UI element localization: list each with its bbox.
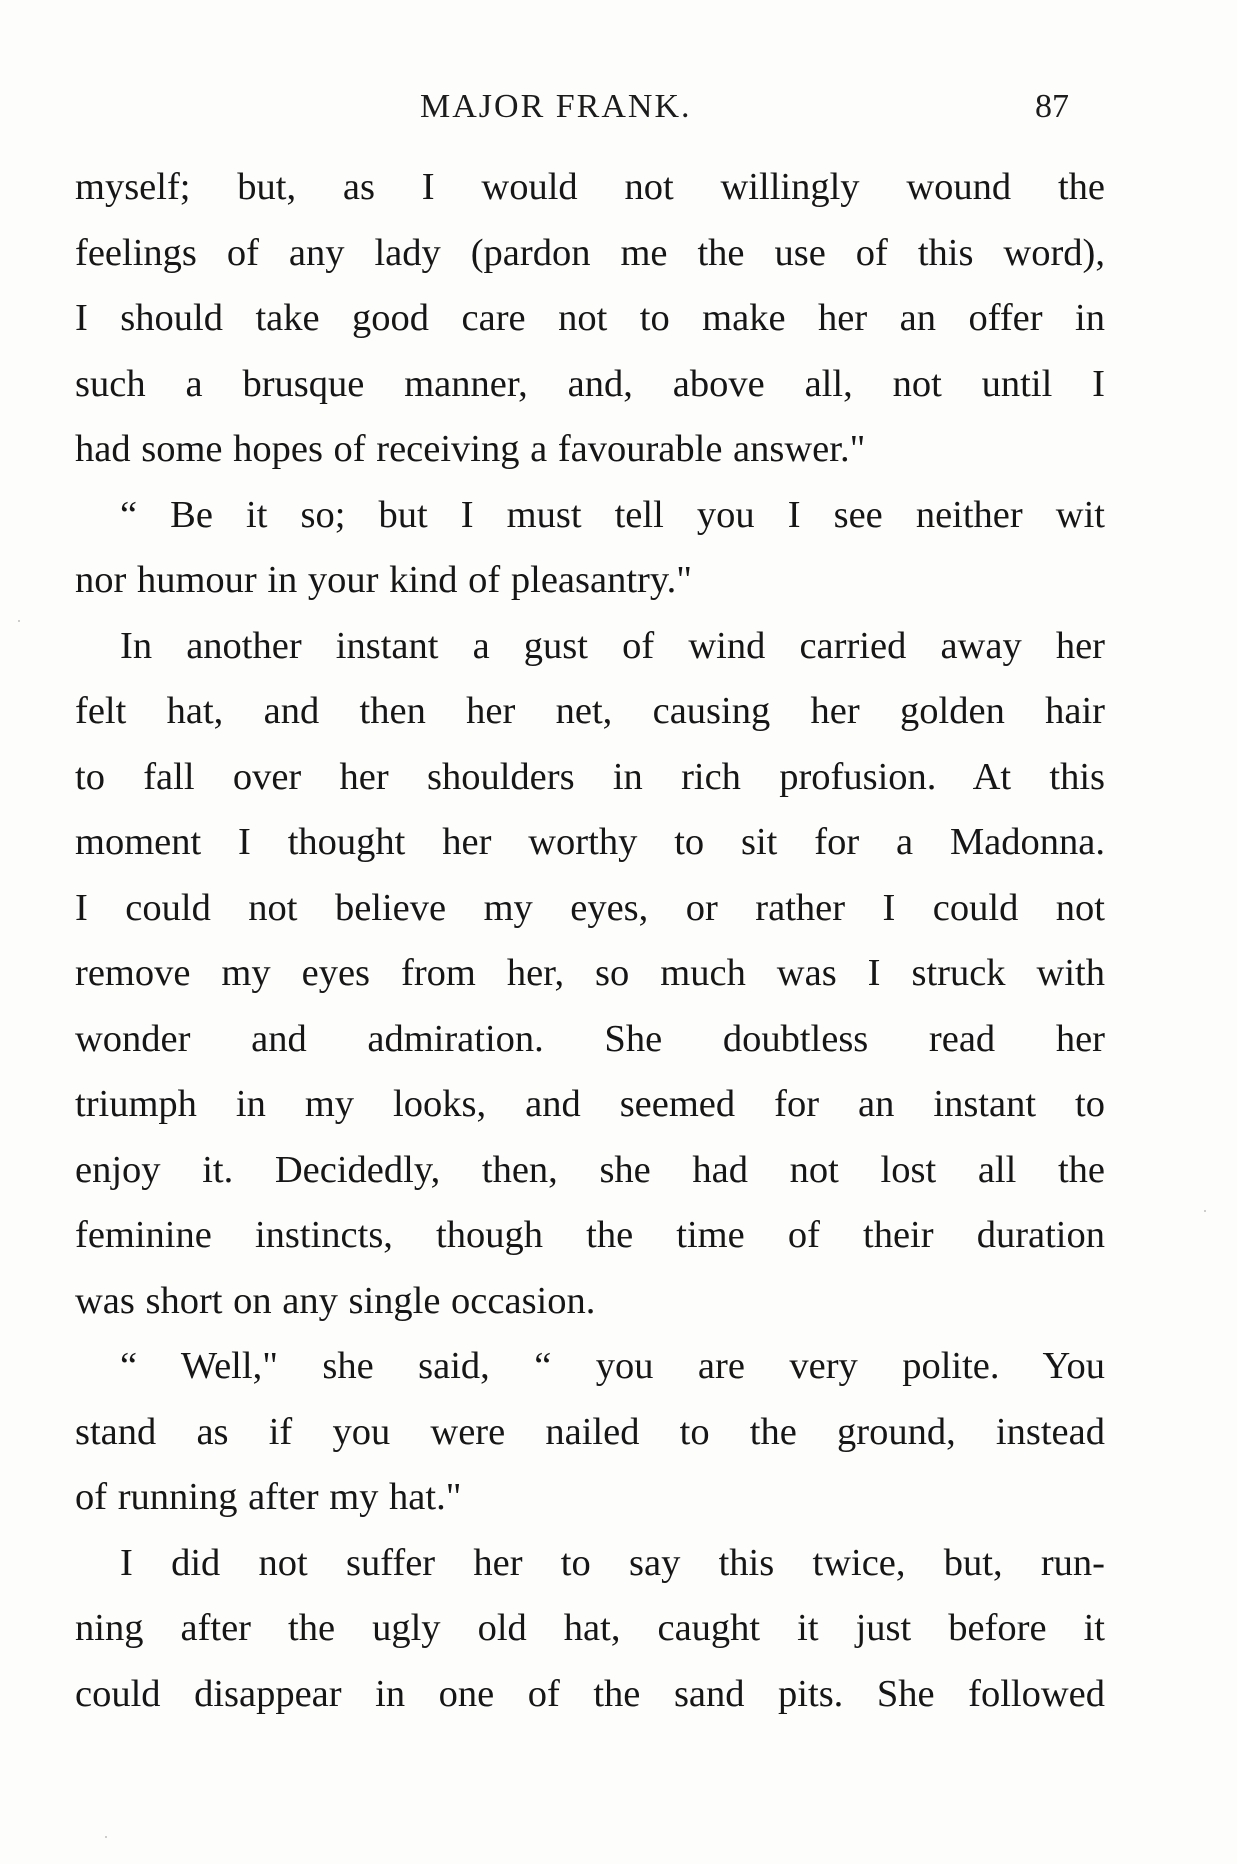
text-line: to fall over her shoulders in rich profusion. At this [75, 755, 1105, 798]
text-line: such a brusque manner, and, above all, not until I [75, 362, 1105, 405]
text-line: of running after my hat." [75, 1476, 462, 1518]
text-line: feminine instincts, though the time of their duration [75, 1214, 1105, 1256]
text-line: moment I thought her worthy to sit for a Madonna. [75, 821, 1105, 863]
page-header [0, 88, 1237, 138]
text-line: In another instant a gust of wind carried away her [120, 624, 1105, 667]
text-line: “ Be it so; but I must tell you I see neither wit [120, 493, 1105, 536]
text-line: ning after the ugly old hat, caught it just before it [75, 1607, 1105, 1649]
text-line: nor humour in your kind of pleasantry." [75, 559, 692, 601]
text-line: could disappear in one of the sand pits. She followed [75, 1672, 1105, 1715]
paper-speck [1204, 1210, 1206, 1212]
paper-speck [105, 1836, 107, 1838]
text-line: was short on any single occasion. [75, 1279, 596, 1322]
body-text [75, 155, 1105, 1727]
paper-speck [18, 620, 20, 622]
text-line: myself; but, as I would not willingly wound the [75, 166, 1105, 208]
text-line: I did not suffer her to say this twice, but, run- [120, 1541, 1105, 1584]
page-number: 87 [1035, 88, 1069, 125]
text-line: had some hopes of receiving a favourable answer." [75, 428, 866, 470]
text-line: stand as if you were nailed to the ground, instead [75, 1410, 1105, 1453]
text-line: wonder and admiration. She doubtless read her [75, 1017, 1105, 1060]
running-head: MAJOR FRANK. [420, 88, 692, 125]
text-line: feelings of any lady (pardon me the use of this word), [75, 231, 1105, 274]
text-line: remove my eyes from her, so much was I struck with [75, 952, 1105, 994]
text-line: I should take good care not to make her an offer in [75, 297, 1105, 339]
text-line: I could not believe my eyes, or rather I could not [75, 886, 1105, 929]
text-line: enjoy it. Decidedly, then, she had not lost all the [75, 1148, 1105, 1191]
text-line: triumph in my looks, and seemed for an instant to [75, 1083, 1105, 1125]
text-line: felt hat, and then her net, causing her golden hair [75, 690, 1105, 732]
text-line: “ Well," she said, “ you are very polite. You [120, 1345, 1105, 1387]
